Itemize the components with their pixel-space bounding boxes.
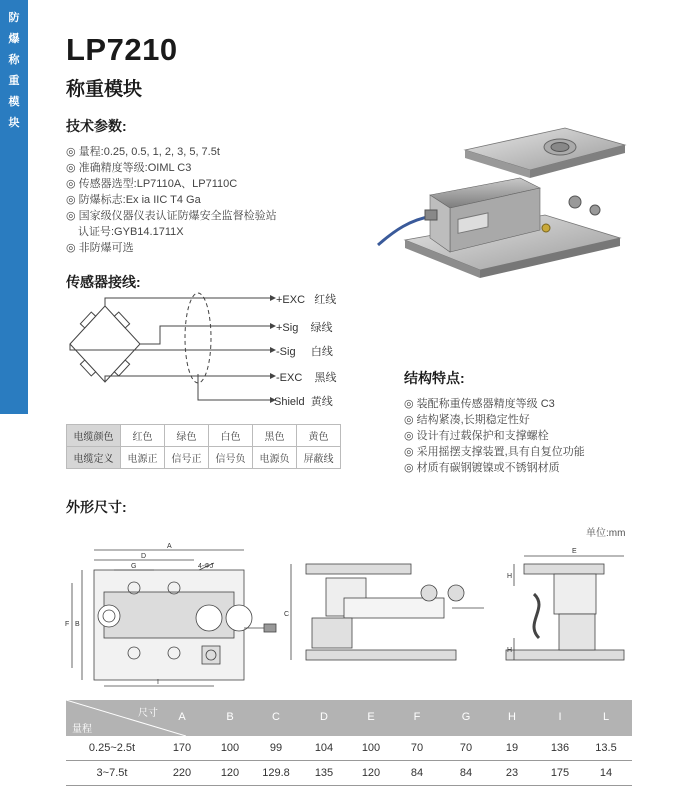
wiring-diagram	[60, 286, 280, 416]
table-cell: 100	[361, 742, 381, 754]
side-char: 称	[8, 54, 20, 66]
wire-label-exc-neg	[276, 369, 337, 385]
column-header: C	[272, 711, 280, 723]
column-header: G	[461, 711, 471, 723]
table-cell: 信号正	[165, 447, 209, 469]
table-cell: 红色	[121, 425, 165, 447]
column-header: I	[558, 711, 562, 723]
dimensions-heading: 外形尺寸:	[66, 499, 127, 515]
dim-label-h-bottom: H	[507, 647, 513, 654]
dim-label-h-top: H	[507, 573, 513, 580]
dim-label-c: C	[284, 611, 290, 618]
wire-color: 红线	[314, 294, 337, 306]
dim-label-f: F	[65, 621, 70, 628]
range-cell: 0.25~2.5t	[88, 742, 136, 754]
table-cell: 175	[550, 767, 570, 779]
table-cell: 绿色	[165, 425, 209, 447]
tech-params-heading: 技术参数:	[66, 118, 127, 134]
list-item: ◎ 非防爆可选	[66, 242, 134, 254]
dim-label-a: A	[167, 543, 172, 550]
header-range-label: 量程	[72, 724, 92, 735]
dim-label-e: E	[572, 548, 577, 555]
table-cell: 电缆定义	[67, 447, 121, 469]
wire-signal: +EXC	[276, 294, 306, 306]
table-cell: 19	[505, 742, 519, 754]
list-item: ◎ 量程:0.25, 0.5, 1, 2, 3, 5, 7.5t	[66, 146, 220, 158]
table-cell: 电源正	[121, 447, 165, 469]
side-char: 防	[8, 12, 20, 24]
table-header	[66, 700, 632, 736]
side-char: 重	[8, 75, 20, 87]
table-cell: 70	[459, 742, 473, 754]
dim-label-j: 4-ΦJ	[198, 563, 214, 570]
wire-color: 黄线	[310, 396, 333, 408]
column-header: A	[178, 711, 186, 723]
features-heading: 结构特点:	[404, 370, 465, 386]
wire-color: 黑线	[314, 372, 337, 384]
wire-signal: +Sig	[276, 322, 299, 334]
dim-label-b: B	[75, 621, 80, 628]
unit-label: 单位:mm	[586, 528, 626, 539]
features-list	[404, 396, 585, 476]
dim-label-i: I	[157, 679, 159, 686]
table-cell: 电源负	[253, 447, 297, 469]
table-cell: 14	[599, 767, 613, 779]
table-cell: 屏蔽线	[297, 447, 341, 469]
table-cell: 电缆颜色	[67, 425, 121, 447]
list-item: ◎ 准确精度等级:OIML C3	[66, 162, 192, 174]
side-char: 爆	[8, 33, 20, 45]
list-item: ◎ 防爆标志:Ex ia IIC T4 Ga	[66, 194, 201, 206]
wire-signal: -Sig	[276, 346, 296, 358]
wire-label-sig-pos	[276, 319, 333, 335]
table-cell: 120	[361, 767, 381, 779]
side-char: 块	[8, 117, 20, 129]
table-cell: 黑色	[253, 425, 297, 447]
table-cell: 信号负	[209, 447, 253, 469]
side-tab-label	[0, 8, 28, 134]
table-cell: 23	[505, 767, 519, 779]
product-title: LP7210	[66, 32, 178, 67]
wire-color: 绿线	[310, 322, 333, 334]
list-item: 认证号:GYB14.1711X	[78, 226, 184, 238]
side-tab-arrow	[0, 398, 28, 414]
wire-label-exc-pos	[276, 291, 336, 307]
wire-label-shield	[274, 393, 333, 409]
table-cell: 黄色	[297, 425, 341, 447]
table-cell: 135	[314, 767, 334, 779]
wire-signal: Shield	[274, 396, 305, 408]
table-row	[67, 447, 341, 469]
list-item: ◎ 材质有碳钢镀镍或不锈钢材质	[404, 462, 560, 474]
wire-color: 白线	[310, 346, 333, 358]
column-header: E	[367, 711, 375, 723]
table-row	[66, 736, 632, 761]
table-row	[66, 761, 632, 786]
product-photo	[370, 120, 630, 290]
dimension-drawings	[64, 538, 644, 688]
wire-label-sig-neg	[276, 343, 333, 359]
table-cell: 70	[410, 742, 424, 754]
column-header: B	[226, 711, 234, 723]
list-item: ◎ 国家级仪器仪表认证防爆安全监督检验站	[66, 210, 277, 222]
table-cell: 白色	[209, 425, 253, 447]
table-cell: 136	[550, 742, 570, 754]
table-cell: 104	[314, 742, 334, 754]
column-header: F	[413, 711, 421, 723]
table-cell: 84	[410, 767, 424, 779]
table-cell: 13.5	[595, 742, 617, 754]
list-item: ◎ 装配称重传感器精度等级 C3	[404, 398, 555, 410]
table-cell: 170	[172, 742, 192, 754]
range-cell: 3~7.5t	[96, 767, 128, 779]
cable-color-table	[66, 424, 341, 469]
column-header: H	[508, 711, 516, 723]
list-item: ◎ 结构紧凑,长期稳定性好	[404, 414, 530, 426]
list-item: ◎ 设计有过载保护和支撑螺栓	[404, 430, 549, 442]
table-row	[67, 425, 341, 447]
side-category-tab	[0, 0, 28, 414]
wiring-heading: 传感器接线:	[66, 274, 141, 290]
column-header: D	[320, 711, 328, 723]
table-cell: 100	[220, 742, 240, 754]
column-header: L	[602, 711, 610, 723]
dim-label-g: G	[131, 563, 137, 570]
header-size-label: 尺寸	[138, 708, 158, 719]
list-item: ◎ 采用摇摆支撑装置,具有自复位功能	[404, 446, 585, 458]
table-cell: 99	[269, 742, 283, 754]
tech-params-list	[66, 144, 277, 256]
list-item: ◎ 传感器选型:LP7110A、LP7110C	[66, 178, 238, 190]
table-cell: 129.8	[262, 767, 290, 779]
dimension-table	[66, 700, 632, 786]
product-subtitle: 称重模块	[66, 79, 143, 100]
side-char: 模	[8, 96, 20, 108]
dim-label-d: D	[141, 553, 147, 560]
wire-signal: -EXC	[276, 372, 303, 384]
table-cell: 120	[220, 767, 240, 779]
table-cell: 220	[172, 767, 192, 779]
table-cell: 84	[459, 767, 473, 779]
